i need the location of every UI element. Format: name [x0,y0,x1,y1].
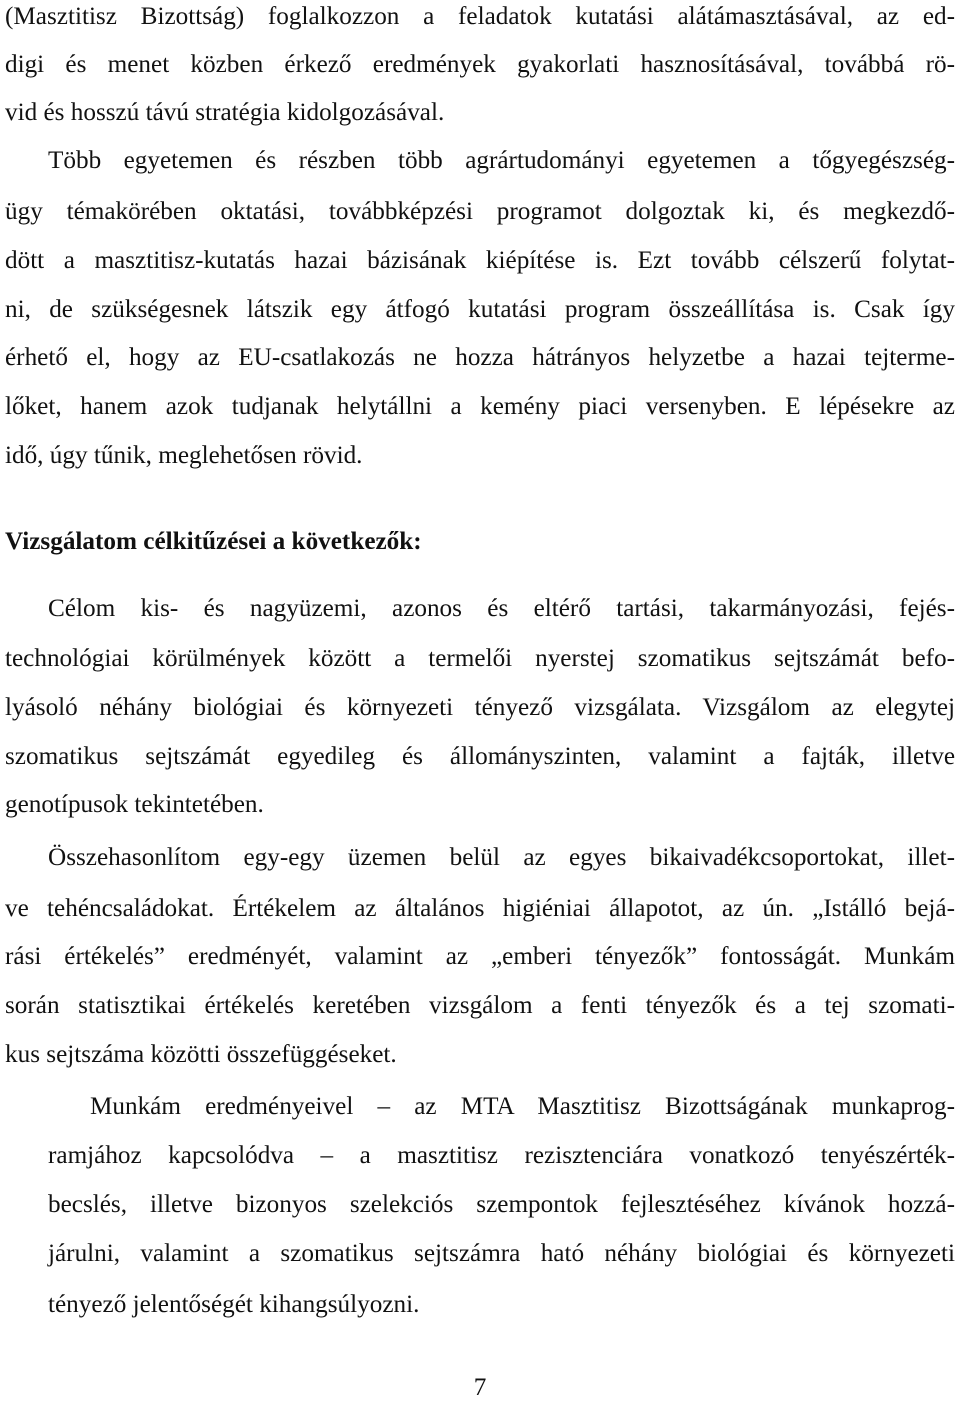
text-line: kus sejtszáma közötti összefüggéseket. [5,1041,397,1068]
text-line: ramjához kapcsolódva – a masztitisz rezisztenciára vonatkozó tenyészérték- [48,1142,955,1169]
text-line: digi és menet közben érkező eredmények gyakorlati hasznosításával, továbbá rö- [5,51,955,78]
page-number: 7 [473,1374,487,1401]
text-line: lyásoló néhány biológiai és környezeti tényező vizsgálata. Vizsgálom az elegytej [5,694,955,721]
text-line: járulni, valamint a szomatikus sejtszámra ható néhány biológiai és környezeti [48,1240,955,1267]
text-line: során statisztikai értékelés keretében vizsgálom a fenti tényezők és a tej szomati- [5,992,955,1019]
text-line: tényező jelentőségét kihangsúlyozni. [48,1291,420,1318]
text-line: idő, úgy tűnik, meglehetősen rövid. [5,442,363,469]
text-line: ügy témakörében oktatási, továbbképzési programot dolgoztak ki, és megkezdő- [5,198,955,225]
text-line: érhető el, hogy az EU-csatlakozás ne hozza hátrányos helyzetbe a hazai tejterme- [5,344,955,371]
section-heading: Vizsgálatom célkitűzései a következők: [5,528,422,555]
text-line: lőket, hanem azok tudjanak helytállni a kemény piaci versenyben. E lépésekre az [5,393,955,420]
text-line: Munkám eredményeivel – az MTA Masztitisz Bizottságának munkaprog- [90,1093,955,1120]
text-line: (Masztitisz Bizottság) foglalkozzon a feladatok kutatási alátámasztásával, az ed- [5,3,955,30]
text-line: genotípusok tekintetében. [5,791,264,818]
text-line: technológiai körülmények között a termelői nyerstej szomatikus sejtszámát befo- [5,645,955,672]
text-line: becslés, illetve bizonyos szelekciós szempontok fejlesztéséhez kívánok hozzá- [48,1191,955,1218]
text-line: ni, de szükségesnek látszik egy átfogó kutatási program összeállítása is. Csak így [5,296,955,323]
text-line: dött a masztitisz-kutatás hazai bázisának kiépítése is. Ezt tovább célszerű folytat- [5,247,955,274]
text-line: szomatikus sejtszámát egyedileg és állományszinten, valamint a fajták, illetve [5,743,955,770]
text-line: ve tehéncsaládokat. Értékelem az általános higiéniai állapotot, az ún. „Istálló bejá- [5,895,955,922]
text-line: vid és hosszú távú stratégia kidolgozásával. [5,99,445,126]
text-line: Összehasonlítom egy-egy üzemen belül az egyes bikaivadékcsoportokat, illet- [48,844,955,871]
text-line: Több egyetemen és részben több agrártudományi egyetemen a tőgyegészség- [48,147,955,174]
text-line: rási értékelés” eredményét, valamint az „emberi tényezők” fontosságát. Munkám [5,943,955,970]
text-line: Célom kis- és nagyüzemi, azonos és eltérő tartási, takarmányozási, fejés- [48,595,955,622]
